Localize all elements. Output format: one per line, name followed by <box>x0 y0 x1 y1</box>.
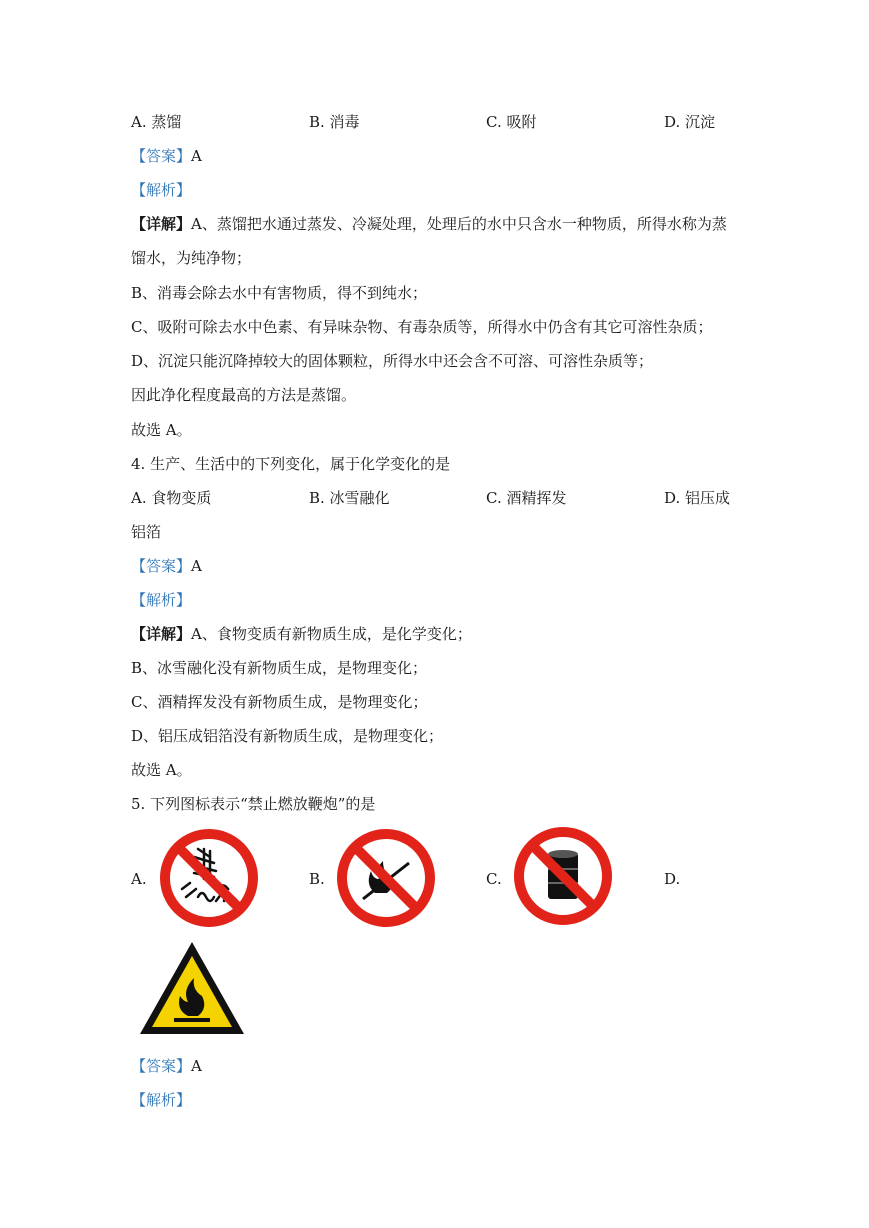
q3-detail-line-1 <box>131 214 727 234</box>
q3-detail-line-3: B、消毒会除去水中有害物质，得不到纯水； <box>131 284 428 302</box>
q3-detail-line-4: C、吸附可除去水中色素、有异味杂物、有毒杂质等，所得水中仍含有其它可溶性杂质； <box>131 318 713 336</box>
no-oil-drum-icon <box>512 825 614 927</box>
q4-detail-line-5: 故选 A。 <box>131 761 192 779</box>
detail-tag: 【详解】 <box>131 215 192 233</box>
answer-value: A <box>191 557 202 575</box>
no-open-flame-icon <box>335 827 437 929</box>
q4-option-d-wrap: 铝箔 <box>131 523 162 541</box>
no-firecrackers-icon <box>158 827 260 929</box>
flammable-warning-icon <box>136 938 248 1038</box>
answer-value: A <box>191 1057 202 1075</box>
q5-question: 5. 下列图标表示“禁止燃放鞭炮”的是 <box>131 795 376 813</box>
q5-option-c-label: C. <box>486 870 502 888</box>
q5-answer <box>131 1056 202 1076</box>
q4-detail-line-1 <box>131 624 472 644</box>
q4-option-c: C. 酒精挥发 <box>486 489 567 507</box>
q4-detail-line-4: D、铝压成铝箔没有新物质生成，是物理变化； <box>131 727 444 745</box>
q4-answer <box>131 556 202 576</box>
q3-detail-line-2: 馏水，为纯净物； <box>131 249 252 267</box>
q5-option-b-label: B. <box>309 870 325 888</box>
q4-option-b: B. 冰雪融化 <box>309 489 390 507</box>
q4-analysis-tag: 【解析】 <box>131 591 192 609</box>
q3-option-c: C. 吸附 <box>486 113 537 131</box>
q3-analysis-tag: 【解析】 <box>131 181 192 199</box>
detail-text: A、蒸馏把水通过蒸发、冷凝处理，处理后的水中只含水一种物质，所得水称为蒸 <box>191 215 727 233</box>
answer-tag: 【答案】 <box>131 147 192 165</box>
answer-value: A <box>191 147 202 165</box>
q3-option-a: A. 蒸馏 <box>131 113 182 131</box>
q4-detail-line-3: C、酒精挥发没有新物质生成，是物理变化； <box>131 693 428 711</box>
q3-detail-line-5: D、沉淀只能沉降掉较大的固体颗粒，所得水中还会含不可溶、可溶性杂质等； <box>131 352 654 370</box>
q3-option-d: D. 沉淀 <box>664 113 716 131</box>
q3-option-b: B. 消毒 <box>309 113 360 131</box>
answer-tag: 【答案】 <box>131 1057 192 1075</box>
q4-option-a: A. 食物变质 <box>131 489 212 507</box>
answer-tag: 【答案】 <box>131 557 192 575</box>
q3-detail-line-7: 故选 A。 <box>131 421 192 439</box>
q5-option-a-label: A. <box>131 870 147 888</box>
q3-answer <box>131 146 202 166</box>
detail-text: A、食物变质有新物质生成，是化学变化； <box>191 625 472 643</box>
q3-detail-line-6: 因此净化程度最高的方法是蒸馏。 <box>131 386 357 404</box>
detail-tag: 【详解】 <box>131 625 192 643</box>
q4-question: 4. 生产、生活中的下列变化，属于化学变化的是 <box>131 455 451 473</box>
q4-option-d: D. 铝压成 <box>664 489 731 507</box>
q4-detail-line-2: B、冰雪融化没有新物质生成，是物理变化； <box>131 659 428 677</box>
q5-analysis-tag: 【解析】 <box>131 1091 192 1109</box>
q5-option-d-label: D. <box>664 870 681 888</box>
